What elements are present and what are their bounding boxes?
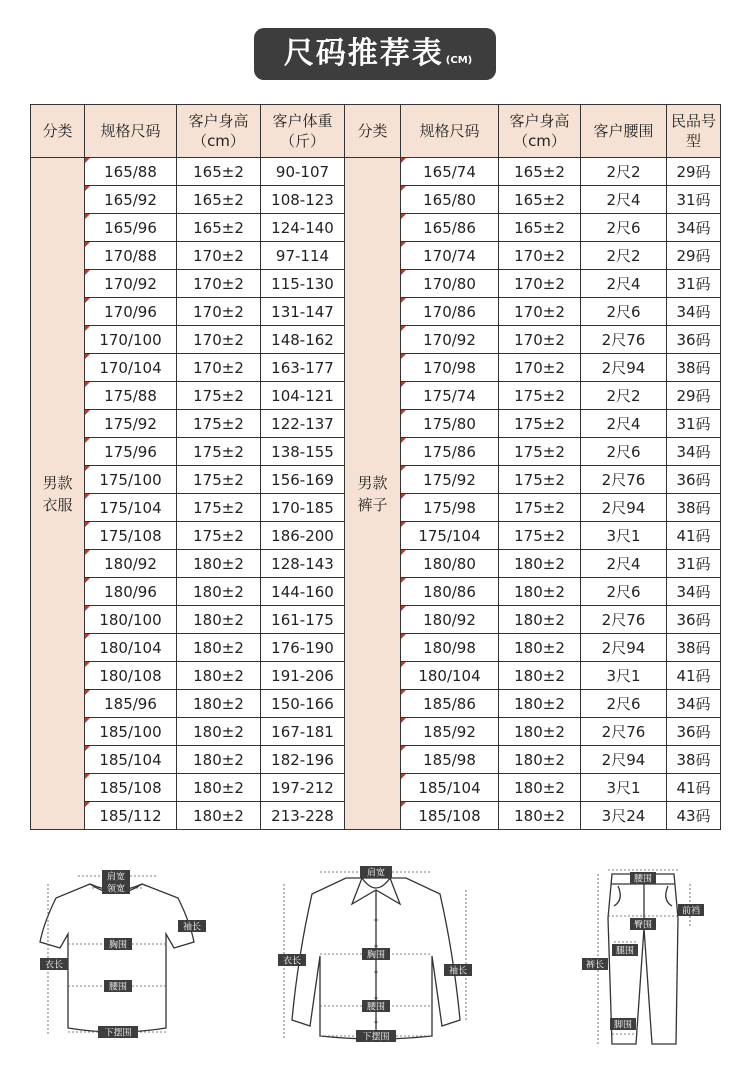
cell-weight: 108-123	[261, 186, 345, 214]
header-category: 分类	[31, 105, 85, 158]
cell-spec: 175/100	[85, 466, 177, 494]
cell-weight: 115-130	[261, 270, 345, 298]
cell-pants-height: 165±2	[499, 158, 581, 186]
pants-thigh-label: 腿围	[615, 946, 635, 957]
cell-pants-spec: 170/92	[401, 326, 499, 354]
cell-waist: 3尺1	[581, 522, 667, 550]
cell-spec: 165/96	[85, 214, 177, 242]
cell-height: 180±2	[177, 550, 261, 578]
title-banner	[0, 28, 750, 84]
cell-pants-height: 180±2	[499, 606, 581, 634]
cell-pants-spec: 170/86	[401, 298, 499, 326]
size-table	[30, 104, 721, 830]
cell-spec: 170/96	[85, 298, 177, 326]
cell-model: 34码	[667, 214, 721, 242]
cell-model: 31码	[667, 270, 721, 298]
cell-model: 29码	[667, 158, 721, 186]
cell-height: 175±2	[177, 382, 261, 410]
cell-waist: 2尺4	[581, 410, 667, 438]
shirt-sleeve-label: 袖长	[448, 966, 468, 977]
cell-pants-height: 180±2	[499, 746, 581, 774]
tshirt-diagram	[38, 862, 213, 1048]
header-height: 客户身高 （cm）	[177, 105, 261, 158]
page-title	[254, 28, 496, 80]
table-row	[31, 158, 721, 186]
cell-waist: 3尺1	[581, 774, 667, 802]
cell-waist: 2尺6	[581, 438, 667, 466]
tshirt-length-label: 衣长	[44, 960, 64, 971]
header-waist: 客户腰围	[581, 105, 667, 158]
cell-spec: 175/88	[85, 382, 177, 410]
cell-waist: 2尺6	[581, 298, 667, 326]
cell-height: 170±2	[177, 298, 261, 326]
cell-model: 29码	[667, 242, 721, 270]
cell-height: 165±2	[177, 186, 261, 214]
cell-pants-height: 180±2	[499, 550, 581, 578]
cell-model: 34码	[667, 298, 721, 326]
pants-length-label: 裤长	[585, 960, 605, 971]
cell-pants-spec: 170/74	[401, 242, 499, 270]
cell-pants-height: 170±2	[499, 326, 581, 354]
cell-waist: 2尺2	[581, 158, 667, 186]
cell-waist: 2尺6	[581, 690, 667, 718]
cell-pants-spec: 180/92	[401, 606, 499, 634]
category-pants: 男款 裤子	[345, 158, 401, 830]
tshirt-waist-label: 腰围	[108, 982, 128, 993]
cell-pants-spec: 165/80	[401, 186, 499, 214]
cell-height: 180±2	[177, 578, 261, 606]
cell-weight: 170-185	[261, 494, 345, 522]
category-tops: 男款 衣服	[31, 158, 85, 830]
cell-pants-spec: 185/92	[401, 718, 499, 746]
cell-height: 175±2	[177, 494, 261, 522]
cell-weight: 161-175	[261, 606, 345, 634]
cell-weight: 186-200	[261, 522, 345, 550]
cell-pants-spec: 185/98	[401, 746, 499, 774]
cell-spec: 175/96	[85, 438, 177, 466]
cell-waist: 3尺1	[581, 662, 667, 690]
cell-waist: 2尺2	[581, 242, 667, 270]
cell-pants-spec: 175/74	[401, 382, 499, 410]
cell-model: 34码	[667, 438, 721, 466]
cell-height: 180±2	[177, 634, 261, 662]
cell-height: 180±2	[177, 774, 261, 802]
cell-height: 180±2	[177, 690, 261, 718]
cell-height: 170±2	[177, 242, 261, 270]
cell-model: 41码	[667, 662, 721, 690]
cell-pants-height: 170±2	[499, 242, 581, 270]
cell-model: 34码	[667, 578, 721, 606]
cell-height: 180±2	[177, 746, 261, 774]
cell-weight: 197-212	[261, 774, 345, 802]
cell-height: 175±2	[177, 410, 261, 438]
cell-pants-spec: 180/86	[401, 578, 499, 606]
cell-pants-height: 175±2	[499, 522, 581, 550]
cell-pants-spec: 180/104	[401, 662, 499, 690]
cell-model: 31码	[667, 550, 721, 578]
cell-spec: 175/108	[85, 522, 177, 550]
cell-model: 38码	[667, 354, 721, 382]
cell-weight: 124-140	[261, 214, 345, 242]
header-model: 民品号 型	[667, 105, 721, 158]
tshirt-hem-label: 下摆围	[104, 1028, 132, 1039]
shirt-length-label: 衣长	[282, 956, 302, 967]
cell-model: 36码	[667, 606, 721, 634]
cell-waist: 2尺76	[581, 466, 667, 494]
cell-waist: 2尺76	[581, 718, 667, 746]
cell-pants-spec: 170/80	[401, 270, 499, 298]
cell-pants-spec: 185/86	[401, 690, 499, 718]
cell-weight: 122-137	[261, 410, 345, 438]
title-unit: (CM)	[445, 55, 473, 66]
cell-model: 41码	[667, 522, 721, 550]
cell-weight: 213-228	[261, 802, 345, 830]
cell-spec: 180/104	[85, 634, 177, 662]
cell-weight: 156-169	[261, 466, 345, 494]
cell-height: 170±2	[177, 354, 261, 382]
cell-height: 170±2	[177, 326, 261, 354]
shirt-chest-label: 胸围	[366, 950, 386, 961]
cell-waist: 2尺94	[581, 746, 667, 774]
header-category-2: 分类	[345, 105, 401, 158]
cell-model: 41码	[667, 774, 721, 802]
cell-spec: 185/100	[85, 718, 177, 746]
cell-spec: 185/104	[85, 746, 177, 774]
shirt-hem-label: 下摆围	[362, 1032, 390, 1043]
tshirt-shoulder-label: 肩宽	[106, 872, 126, 883]
cell-spec: 185/108	[85, 774, 177, 802]
cell-pants-height: 165±2	[499, 186, 581, 214]
cell-weight: 148-162	[261, 326, 345, 354]
pants-rise-label: 前裆	[681, 906, 701, 917]
cell-waist: 2尺76	[581, 326, 667, 354]
cell-height: 175±2	[177, 438, 261, 466]
cell-spec: 180/96	[85, 578, 177, 606]
cell-pants-height: 175±2	[499, 410, 581, 438]
cell-model: 36码	[667, 326, 721, 354]
cell-weight: 138-155	[261, 438, 345, 466]
cell-pants-spec: 185/104	[401, 774, 499, 802]
cell-spec: 170/104	[85, 354, 177, 382]
cell-weight: 128-143	[261, 550, 345, 578]
cell-model: 34码	[667, 690, 721, 718]
cell-pants-spec: 180/98	[401, 634, 499, 662]
pants-hip-label: 臀围	[633, 920, 653, 931]
cell-model: 31码	[667, 410, 721, 438]
header-spec: 规格尺码	[85, 105, 177, 158]
cell-pants-spec: 165/74	[401, 158, 499, 186]
cell-pants-height: 175±2	[499, 382, 581, 410]
cell-weight: 191-206	[261, 662, 345, 690]
cell-pants-spec: 175/80	[401, 410, 499, 438]
cell-pants-height: 180±2	[499, 578, 581, 606]
cell-pants-height: 165±2	[499, 214, 581, 242]
cell-pants-height: 180±2	[499, 802, 581, 830]
cell-pants-spec: 175/92	[401, 466, 499, 494]
tshirt-chest-label: 胸围	[108, 940, 128, 951]
cell-pants-height: 180±2	[499, 690, 581, 718]
cell-weight: 182-196	[261, 746, 345, 774]
pants-diagram	[578, 866, 712, 1050]
cell-pants-spec: 180/80	[401, 550, 499, 578]
cell-pants-height: 180±2	[499, 718, 581, 746]
cell-pants-height: 180±2	[499, 634, 581, 662]
cell-waist: 2尺76	[581, 606, 667, 634]
pants-waist-label: 腰围	[633, 874, 653, 885]
cell-spec: 165/92	[85, 186, 177, 214]
cell-pants-spec: 175/104	[401, 522, 499, 550]
shirt-waist-label: 腰围	[366, 1002, 386, 1013]
cell-pants-height: 170±2	[499, 270, 581, 298]
cell-pants-height: 175±2	[499, 494, 581, 522]
title-text: 尺码推荐表	[283, 36, 444, 71]
cell-height: 175±2	[177, 466, 261, 494]
cell-model: 38码	[667, 634, 721, 662]
cell-weight: 90-107	[261, 158, 345, 186]
cell-model: 36码	[667, 718, 721, 746]
cell-pants-spec: 165/86	[401, 214, 499, 242]
header-height-2: 客户身高 （cm）	[499, 105, 581, 158]
cell-pants-spec: 175/98	[401, 494, 499, 522]
cell-height: 180±2	[177, 662, 261, 690]
cell-waist: 2尺4	[581, 550, 667, 578]
cell-pants-height: 170±2	[499, 298, 581, 326]
cell-model: 29码	[667, 382, 721, 410]
cell-spec: 175/104	[85, 494, 177, 522]
cell-weight: 97-114	[261, 242, 345, 270]
cell-pants-spec: 175/86	[401, 438, 499, 466]
cell-pants-height: 180±2	[499, 774, 581, 802]
cell-model: 38码	[667, 746, 721, 774]
cell-weight: 150-166	[261, 690, 345, 718]
cell-spec: 165/88	[85, 158, 177, 186]
tshirt-collar-label: 领宽	[106, 884, 126, 895]
cell-model: 31码	[667, 186, 721, 214]
cell-pants-height: 175±2	[499, 466, 581, 494]
shirt-shoulder-label: 肩宽	[366, 868, 386, 879]
cell-waist: 2尺2	[581, 382, 667, 410]
header-spec-2: 规格尺码	[401, 105, 499, 158]
pants-hem-label: 脚围	[613, 1020, 633, 1031]
cell-model: 36码	[667, 466, 721, 494]
header-row	[31, 105, 721, 158]
cell-pants-height: 170±2	[499, 354, 581, 382]
cell-waist: 3尺24	[581, 802, 667, 830]
cell-height: 175±2	[177, 522, 261, 550]
cell-spec: 180/92	[85, 550, 177, 578]
cell-waist: 2尺6	[581, 214, 667, 242]
size-table-body	[31, 158, 721, 830]
cell-pants-spec: 185/108	[401, 802, 499, 830]
cell-height: 165±2	[177, 214, 261, 242]
cell-spec: 170/88	[85, 242, 177, 270]
cell-spec: 185/96	[85, 690, 177, 718]
cell-weight: 163-177	[261, 354, 345, 382]
cell-waist: 2尺94	[581, 354, 667, 382]
cell-height: 180±2	[177, 606, 261, 634]
cell-weight: 131-147	[261, 298, 345, 326]
cell-pants-height: 180±2	[499, 662, 581, 690]
cell-waist: 2尺4	[581, 270, 667, 298]
cell-spec: 180/108	[85, 662, 177, 690]
cell-pants-height: 175±2	[499, 438, 581, 466]
cell-spec: 175/92	[85, 410, 177, 438]
cell-waist: 2尺94	[581, 634, 667, 662]
cell-spec: 170/100	[85, 326, 177, 354]
header-weight: 客户体重 （斤）	[261, 105, 345, 158]
cell-waist: 2尺6	[581, 578, 667, 606]
tshirt-sleeve-label: 袖长	[182, 922, 202, 933]
cell-pants-spec: 170/98	[401, 354, 499, 382]
cell-height: 180±2	[177, 718, 261, 746]
shirt-diagram	[276, 860, 476, 1050]
cell-waist: 2尺4	[581, 186, 667, 214]
cell-height: 165±2	[177, 158, 261, 186]
cell-model: 38码	[667, 494, 721, 522]
cell-spec: 170/92	[85, 270, 177, 298]
cell-weight: 176-190	[261, 634, 345, 662]
cell-spec: 180/100	[85, 606, 177, 634]
cell-height: 180±2	[177, 802, 261, 830]
cell-model: 43码	[667, 802, 721, 830]
cell-waist: 2尺94	[581, 494, 667, 522]
cell-height: 170±2	[177, 270, 261, 298]
cell-weight: 144-160	[261, 578, 345, 606]
cell-weight: 167-181	[261, 718, 345, 746]
cell-spec: 185/112	[85, 802, 177, 830]
cell-weight: 104-121	[261, 382, 345, 410]
